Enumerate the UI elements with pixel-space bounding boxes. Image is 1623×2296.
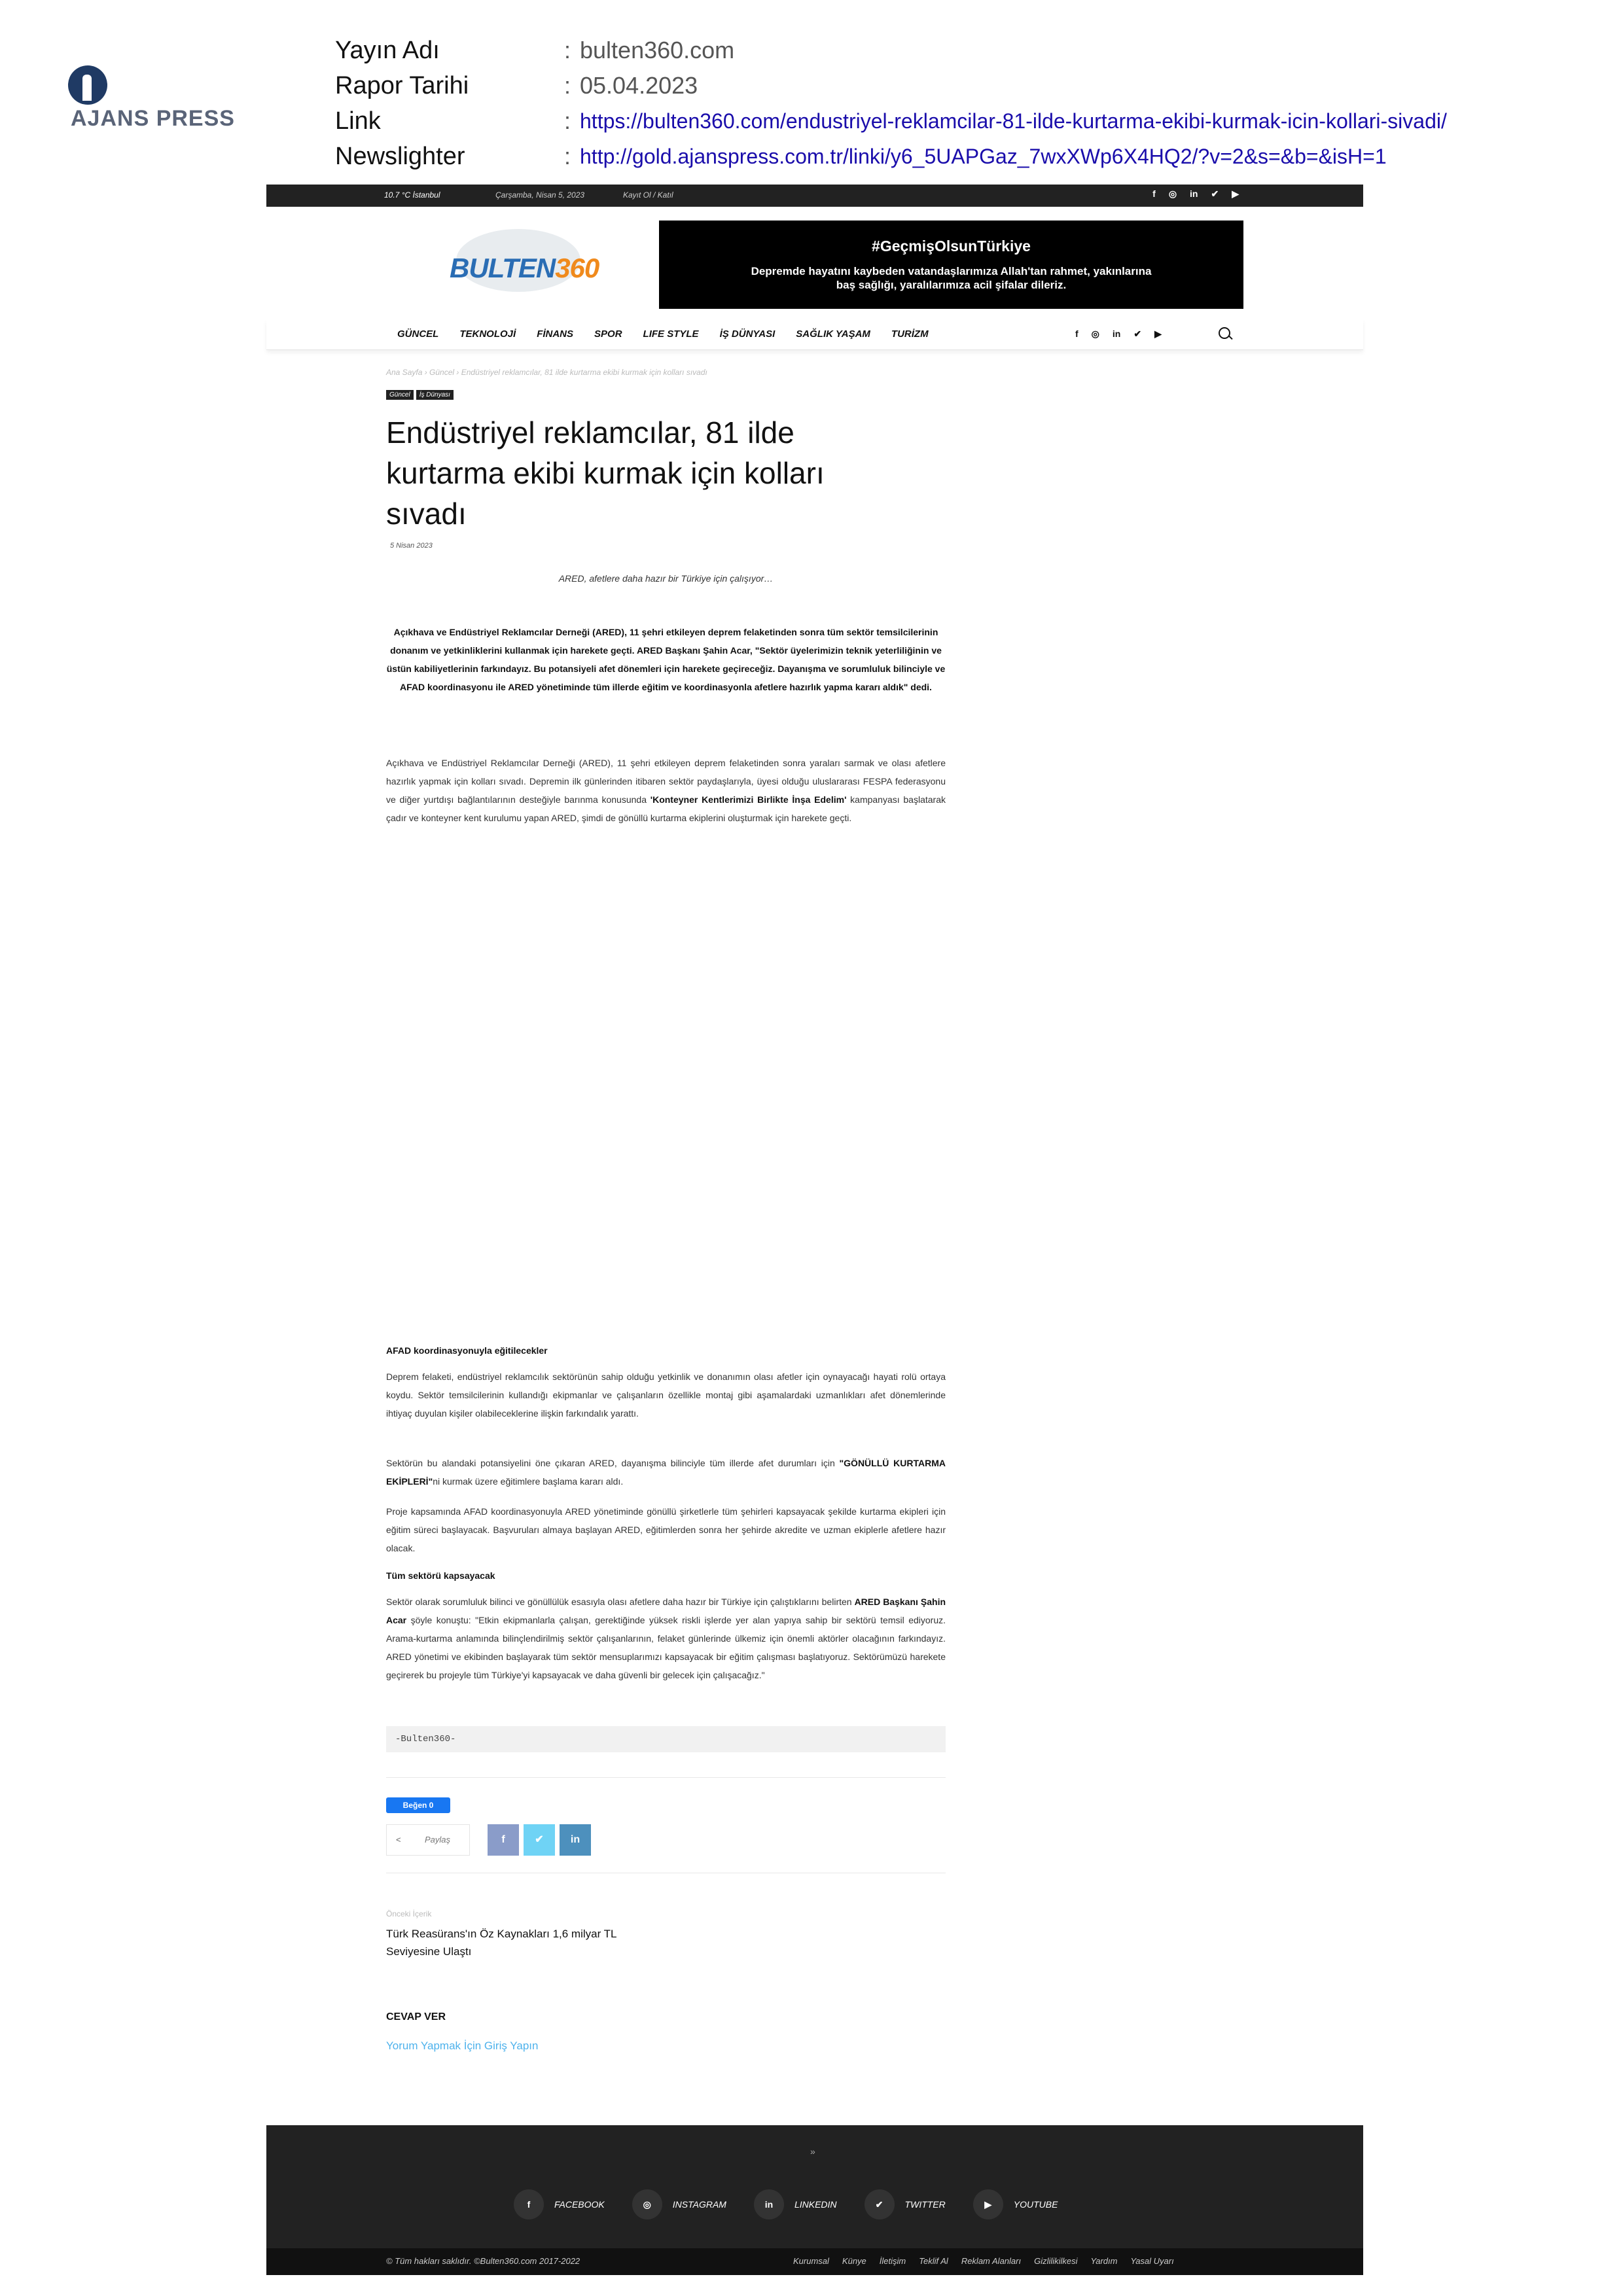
- footer-mark: »: [810, 2146, 815, 2157]
- twitter-icon[interactable]: ✔: [1133, 328, 1142, 339]
- meta-label: Link: [335, 107, 381, 135]
- footer-social-label: TWITTER: [904, 2199, 946, 2210]
- youtube-icon: ▶: [973, 2189, 1003, 2219]
- meta-label: Newslighter: [335, 142, 465, 170]
- footer-link-teklif-al[interactable]: Teklif Al: [919, 2256, 948, 2266]
- article-paragraph-5: [386, 1593, 946, 1684]
- copyright-bar: [266, 2248, 1363, 2275]
- footer-linkedin-link[interactable]: [754, 2189, 837, 2219]
- logo-word-a: BULTEN: [450, 253, 556, 283]
- p1-text-a: Açıkhava ve Endüstriyel Reklamcılar Derneği (ARED), 11 şehri etkileyen deprem felaketinden sonra yaraları sarmak ve olası afetlere hazırlık yapmak için kolları sıvadı. Depremin ilk günlerinden itibaren sektör paydaşlarıyla, üyesi olduğu uluslararası FESPA federasyonu ve diğer yurtdışı bağlantılarının desteğiyle barınma konusunda: [386, 758, 946, 805]
- nav-menu: [397, 328, 929, 340]
- footer-social: [514, 2189, 1058, 2219]
- newslighter-link[interactable]: http://gold.ajanspress.com.tr/linki/y6_5UAPGaz_7wxXWp6X4HQ2/?v=2&s=&b=&isH=1: [580, 144, 1387, 168]
- footer-link-yardim[interactable]: Yardım: [1090, 2256, 1118, 2266]
- nav-item-finans[interactable]: FİNANS: [537, 328, 574, 340]
- meta-colon: :: [564, 107, 571, 134]
- share-facebook-button[interactable]: f: [488, 1824, 519, 1856]
- twitter-icon[interactable]: ✔: [1211, 188, 1219, 199]
- article-lead: Açıkhava ve Endüstriyel Reklamcılar Derneği (ARED), 11 şehri etkileyen deprem felaketinden sonra tüm sektör temsilcilerinin donanım ve yetkinliklerini kullanmak için harekete geçti. ARED Başkanı Şahin Acar, "Sektör üyelerimizin teknik yeterliliğinin ve üstün kabiliyetlerinin farkındayız. Bu potansiyeli afet dönemleri için harekete geçireceğiz. Dayanışma ve sorumluluk bilinciyle ve AFAD koordinasyonu ile ARED yönetiminde tüm illerde eğitim ve koordinasyonla afetlere hazırlık yapma kararı aldık" dedi.: [386, 627, 946, 692]
- instagram-icon[interactable]: ◎: [1168, 188, 1177, 199]
- previous-post-link[interactable]: Türk Reasürans'ın Öz Kaynakları 1,6 milyar TL Seviyesine Ulaştı: [386, 1928, 616, 1958]
- footer-youtube-link[interactable]: [973, 2189, 1058, 2219]
- article-title: Endüstriyel reklamcılar, 81 ilde kurtarma ekibi kurmak için kolları sıvadı: [386, 415, 825, 531]
- footer-links: [793, 2256, 1174, 2266]
- article-paragraph-1: [386, 754, 946, 827]
- nav-item-life-style[interactable]: LIFE STYLE: [643, 328, 699, 340]
- meta-label: Rapor Tarihi: [335, 71, 469, 99]
- divider: [386, 1777, 946, 1778]
- meta-colon: :: [564, 143, 571, 169]
- copyright-text: © Tüm hakları saklıdır. ©Bulten360.com 2017-2022: [386, 2256, 580, 2266]
- banner-text: Depremde hayatını kaybeden vatandaşlarımıza Allah'tan rahmet, yakınlarına baş sağlığı, yaralılarımıza acil şifalar dileriz.: [751, 265, 1152, 291]
- nav-item-saglik-yasam[interactable]: SAĞLIK YAŞAM: [796, 328, 870, 340]
- nav-item-spor[interactable]: SPOR: [594, 328, 622, 340]
- meta-colon: :: [564, 37, 571, 63]
- ajans-press-logo: [68, 65, 235, 131]
- banner-title: #GeçmişOlsunTürkiye: [872, 238, 1031, 255]
- category-tag-is-dunyasi[interactable]: İş Dünyası: [416, 390, 454, 400]
- facebook-icon[interactable]: f: [1152, 188, 1156, 199]
- linkedin-icon: in: [754, 2189, 784, 2219]
- main-nav: [266, 319, 1363, 350]
- footer-social-label: LINKEDIN: [794, 2199, 837, 2210]
- breadcrumb[interactable]: Ana Sayfa › Güncel › Endüstriyel reklamcılar, 81 ilde kurtarma ekibi kurmak için kolları sıvadı: [386, 368, 707, 377]
- footer-instagram-link[interactable]: [632, 2189, 726, 2219]
- footer-social-label: YOUTUBE: [1013, 2199, 1058, 2210]
- share-icon: <: [396, 1835, 401, 1845]
- weather-widget: 10.7 °C İstanbul: [384, 190, 440, 200]
- article-paragraph-4: Proje kapsamında AFAD koordinasyonuyla ARED yönetiminde gönüllü şirketlerle tüm şehirleri kapsayacak şekilde kurtarma ekipleri için eğitim süreci başlayacak. Başvuruları almaya başlayan ARED, eğitimlerden sonra her şehirde akredite ve uzman ekiplerle afetlere hazır olacak.: [386, 1506, 946, 1553]
- linkedin-icon[interactable]: in: [1112, 328, 1121, 339]
- section-heading-sector: Tüm sektörü kapsayacak: [386, 1570, 495, 1581]
- category-tag-guncel[interactable]: Güncel: [386, 390, 414, 400]
- article-link[interactable]: https://bulten360.com/endustriyel-reklamcilar-81-ilde-kurtarma-ekibi-kurmak-icin-kollari-sivadi/: [580, 109, 1447, 133]
- meta-row-newslighter: [335, 139, 1447, 174]
- facebook-icon[interactable]: f: [1075, 328, 1079, 339]
- p5-text-a: Sektör olarak sorumluluk bilinci ve gönüllülük esasıyla olası afetlere daha hazır bir Türkiye için çalıştıklarını belirten: [386, 1597, 855, 1607]
- footer-link-yasal-uyari[interactable]: Yasal Uyarı: [1130, 2256, 1174, 2266]
- source-box: -Bulten360-: [386, 1726, 946, 1752]
- article-paragraph-2: Deprem felaketi, endüstriyel reklamcılık sektörünün sahip olduğu yetkinlik ve donanımın olası afetler için oynayacağı hayati rolü ortaya koydu. Sektör temsilcilerinin kullandığı ekipmanlar ve çalışanların özellikle montaj gibi aşamalardaki uzmanlıkları afet dönemlerinde ihtiyaç duyulan kişiler olabileceklerine ilişkin farkındalık yarattı.: [386, 1371, 946, 1419]
- footer-social-label: INSTAGRAM: [672, 2199, 726, 2210]
- meta-row-report-date: [335, 68, 1447, 103]
- meta-value-publication: bulten360.com: [580, 37, 735, 63]
- meta-value-report-date: 05.04.2023: [580, 72, 698, 99]
- article-subtitle: ARED, afetlere daha hazır bir Türkiye için çalışıyor…: [558, 573, 774, 584]
- site-logo-text: [450, 253, 599, 284]
- facebook-like-button[interactable]: Beğen 0: [386, 1797, 450, 1813]
- comment-login-link[interactable]: Yorum Yapmak İçin Giriş Yapın: [386, 2040, 539, 2052]
- footer-link-iletisim[interactable]: İletişim: [879, 2256, 906, 2266]
- footer-social-label: FACEBOOK: [554, 2199, 605, 2210]
- article-paragraph-3: [386, 1454, 946, 1491]
- article-date: 5 Nisan 2023: [390, 542, 433, 550]
- top-social-icons: [1152, 188, 1239, 200]
- ajans-press-logo-icon: [68, 65, 107, 105]
- footer-link-kunye[interactable]: Künye: [842, 2256, 866, 2266]
- twitter-icon: ✔: [865, 2189, 895, 2219]
- site-logo[interactable]: [443, 229, 600, 294]
- reply-heading: CEVAP VER: [386, 2011, 446, 2022]
- p3-text-a: Sektörün bu alandaki potansiyelini öne çıkaran ARED, dayanışma bilinciyle tüm illerde afet durumları için: [386, 1458, 840, 1468]
- p3-text-c: ni kurmak üzere eğitimlere başlama kararı aldı.: [433, 1476, 624, 1487]
- footer-facebook-link[interactable]: [514, 2189, 605, 2219]
- condolence-banner[interactable]: [659, 221, 1243, 309]
- meta-colon: :: [564, 72, 571, 99]
- footer-link-reklam-alanlari[interactable]: Reklam Alanları: [961, 2256, 1022, 2266]
- linkedin-icon[interactable]: in: [1190, 188, 1198, 199]
- nav-social-icons: [1075, 328, 1162, 340]
- section-heading-afad: AFAD koordinasyonuyla eğitilecekler: [386, 1345, 548, 1356]
- nav-item-is-dunyasi[interactable]: İŞ DÜNYASI: [719, 328, 776, 340]
- share-linkedin-button[interactable]: in: [560, 1824, 591, 1856]
- report-meta: [335, 33, 1447, 174]
- website-capture: [266, 185, 1363, 2275]
- previous-post-label: Önceki İçerik: [386, 1909, 432, 1918]
- p5-speaker: ARED Başkanı Şahin Acar: [386, 1597, 946, 1625]
- youtube-icon[interactable]: ▶: [1154, 328, 1162, 339]
- p1-text-c: kampanyası başlatarak çadır ve konteyner kent kurulumu yapan ARED, şimdi de gönüllü kurtarma ekiplerini oluşturmak için harekete geçti.: [386, 794, 946, 823]
- nav-item-teknoloji[interactable]: TEKNOLOJİ: [459, 328, 516, 340]
- nav-item-guncel[interactable]: GÜNCEL: [397, 328, 439, 340]
- share-button[interactable]: [386, 1824, 470, 1856]
- facebook-icon: f: [514, 2189, 544, 2219]
- meta-row-publication: [335, 33, 1447, 68]
- logo-text: AJANS PRESS: [71, 106, 235, 131]
- nav-item-turizm[interactable]: TURİZM: [891, 328, 929, 340]
- footer-link-gizlilik[interactable]: Gizlilikilkesi: [1034, 2256, 1078, 2266]
- share-twitter-button[interactable]: ✔: [524, 1824, 555, 1856]
- category-tags: [386, 390, 454, 400]
- meta-label: Yayın Adı: [335, 36, 440, 64]
- p1-campaign-name: 'Konteyner Kentlerimizi Birlikte İnşa Edelim': [650, 794, 847, 805]
- top-bar: [266, 185, 1363, 207]
- youtube-icon[interactable]: ▶: [1232, 188, 1239, 199]
- p3-teams-name: "GÖNÜLLÜ KURTARMA EKİPLERİ": [386, 1458, 946, 1487]
- footer-twitter-link[interactable]: [865, 2189, 946, 2219]
- footer-link-kurumsal[interactable]: Kurumsal: [793, 2256, 829, 2266]
- top-date: Çarşamba, Nisan 5, 2023: [495, 190, 585, 200]
- p5-text-c: şöyle konuştu: "Etkin ekipmanlarla çalışan, gerektiğinde yüksek riskli işlerde yer alan yapıya sahip bir sektörü temsil ediyoruz. Arama-kurtarma anlamında bilinçlendirilmiş sektör çalışanlarının, felaket günlerinde ülkemiz için önemli aktörler olacağının farkındayız. ARED yönetimi ve ekibinden başlayarak tüm sektör mensuplarımızı kapsayacak bir eğitim çalışması başlatıyoruz. Sektörümüzü harekete geçirerek bu projeyle tüm Türkiye'yi kapsayacak ve daha güvenli bir gelecek için çalışacağız.": [386, 1615, 946, 1680]
- site-footer: [266, 2125, 1363, 2248]
- search-icon[interactable]: [1219, 327, 1230, 339]
- share-label: Paylaş: [425, 1835, 451, 1845]
- login-link[interactable]: Kayıt Ol / Katıl: [623, 190, 673, 200]
- meta-row-link: [335, 103, 1447, 139]
- instagram-icon[interactable]: ◎: [1091, 328, 1099, 339]
- logo-word-b: 360: [555, 253, 599, 283]
- instagram-icon: ◎: [632, 2189, 662, 2219]
